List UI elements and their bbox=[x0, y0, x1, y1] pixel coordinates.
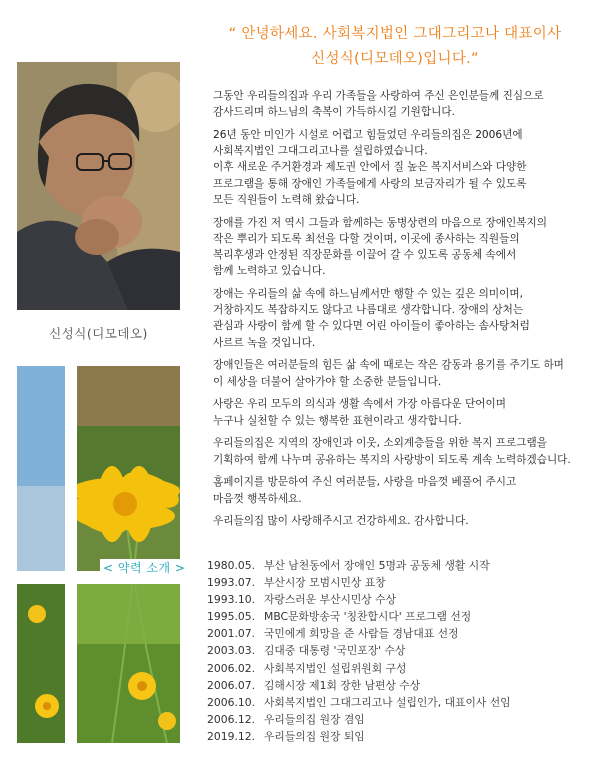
career-item bbox=[207, 660, 597, 677]
flower-photo-collage bbox=[17, 366, 180, 743]
career-text: 사회복지법인 그대그리고나 설립인가, 대표이사 선임 bbox=[264, 695, 511, 709]
portrait-photo bbox=[17, 62, 180, 310]
career-item bbox=[207, 608, 597, 625]
career-text: 김해시장 제1회 장한 남편상 수상 bbox=[264, 678, 421, 692]
career-date: 2003.03. bbox=[207, 644, 256, 658]
photo-caption: 신성식(디모데오) bbox=[49, 326, 148, 341]
paragraph-4: 장애는 우리들의 삶 속에 하느님께서만 행할 수 있는 깊은 의미이며, 거창하지도 복잡하지도 않다고 나름대로 생각합니다. 장애의 상처는 관심과 사랑이 함께 할 수 있다면 어린 아이들이 좋아하는 솜사탕처럼 사르르 녹을 것입니다. bbox=[213, 288, 530, 349]
career-item bbox=[207, 625, 597, 642]
career-date: 2006.12. bbox=[207, 712, 256, 726]
career-text: 국민에게 희망을 준 사람들 경남대표 선정 bbox=[264, 627, 459, 641]
career-text: MBC문화방송국 '칭찬합시다' 프로그램 선정 bbox=[264, 610, 472, 624]
career-text: 우리들의집 원장 퇴임 bbox=[264, 729, 365, 743]
career-date: 2006.07. bbox=[207, 678, 256, 692]
greeting-body bbox=[213, 88, 593, 536]
career-item bbox=[207, 574, 597, 591]
paragraph-5: 장애인들은 여러분들의 힘든 삶 속에 때로는 작은 감동과 용기를 주기도 하며 이 세상을 더불어 살아가야 할 소중한 분들입니다. bbox=[213, 359, 564, 388]
paragraph-2: 26년 동안 미인가 시설로 어렵고 힘들었던 우리들의집은 2006년에 사회복지법인 그대그리고나를 설립하였습니다. 이후 새로운 주거환경과 제도권 안에서 질 높은 복지서비스와 다양한 프로그램을 통해 장애인 가족들에게 사랑의 보금자리가 될 수 있도록 모든 직원들이 노력해 왔습니다. bbox=[213, 129, 527, 206]
career-item bbox=[207, 557, 597, 574]
career-date: 2001.07. bbox=[207, 627, 256, 641]
career-item bbox=[207, 677, 597, 694]
career-section-label: < 약력 소개 > bbox=[100, 559, 188, 576]
paragraph-7: 우리들의집은 지역의 장애인과 이웃, 소외계층들을 위한 복지 프로그램을 기획하여 함께 나누며 공유하는 복지의 사랑방이 되도록 계속 노력하겠습니다. bbox=[213, 437, 571, 466]
career-date: 1993.07. bbox=[207, 576, 256, 590]
career-item bbox=[207, 711, 597, 728]
greeting-title-line-2: 신성식(디모데오)입니다.” bbox=[311, 51, 479, 67]
career-text: 자랑스러운 부산시민상 수상 bbox=[264, 593, 397, 607]
career-date: 1980.05. bbox=[207, 559, 256, 572]
career-date: 2006.02. bbox=[207, 661, 256, 675]
career-text: 부산시장 모범시민상 표창 bbox=[264, 576, 386, 590]
career-date: 2019.12. bbox=[207, 729, 256, 743]
paragraph-9: 우리들의집 많이 사랑해주시고 건강하세요. 감사합니다. bbox=[213, 515, 469, 528]
career-list bbox=[207, 557, 597, 745]
career-item bbox=[207, 728, 597, 745]
career-date: 1995.05. bbox=[207, 610, 256, 624]
career-text: 우리들의집 원장 겸임 bbox=[264, 712, 365, 726]
paragraph-1: 그동안 우리들의집과 우리 가족들을 사랑하여 주신 은인분들께 진심으로 감사드리며 하느님의 축복이 가득하시길 기원합니다. bbox=[213, 90, 544, 119]
career-item bbox=[207, 591, 597, 608]
greeting-title-line-1: “ 안녕하세요. 사회복지법인 그대그리고나 대표이사 bbox=[228, 26, 562, 42]
paragraph-8: 홈페이지를 방문하여 주신 여러분들, 사랑을 마음껏 베풀어 주시고 마음껏 행복하세요. bbox=[213, 476, 517, 505]
career-item bbox=[207, 642, 597, 659]
career-date: 2006.10. bbox=[207, 695, 256, 709]
career-text: 사회복지법인 설립위원회 구성 bbox=[264, 661, 407, 675]
career-text: 김대중 대통령 '국민포장' 수상 bbox=[264, 644, 406, 658]
paragraph-6: 사랑은 우리 모두의 의식과 생활 속에서 가장 아름다운 단어이며 누구나 실천할 수 있는 행복한 표현이라고 생각합니다. bbox=[213, 398, 507, 427]
career-text: 부산 남천동에서 장애인 5명과 공동체 생활 시작 bbox=[264, 559, 490, 572]
paragraph-3: 장애를 가진 저 역시 그들과 함께하는 동병상련의 마음으로 장애인복지의 작은 뿌리가 되도록 최선을 다할 것이며, 이곳에 종사하는 직원들의 복리후생과 안정된 직장문화를 이끌어 갈 수 있도록 공동체 속에서 함께 노력하고 있습니다. bbox=[213, 216, 547, 278]
career-item bbox=[207, 694, 597, 711]
career-date: 1993.10. bbox=[207, 593, 256, 607]
